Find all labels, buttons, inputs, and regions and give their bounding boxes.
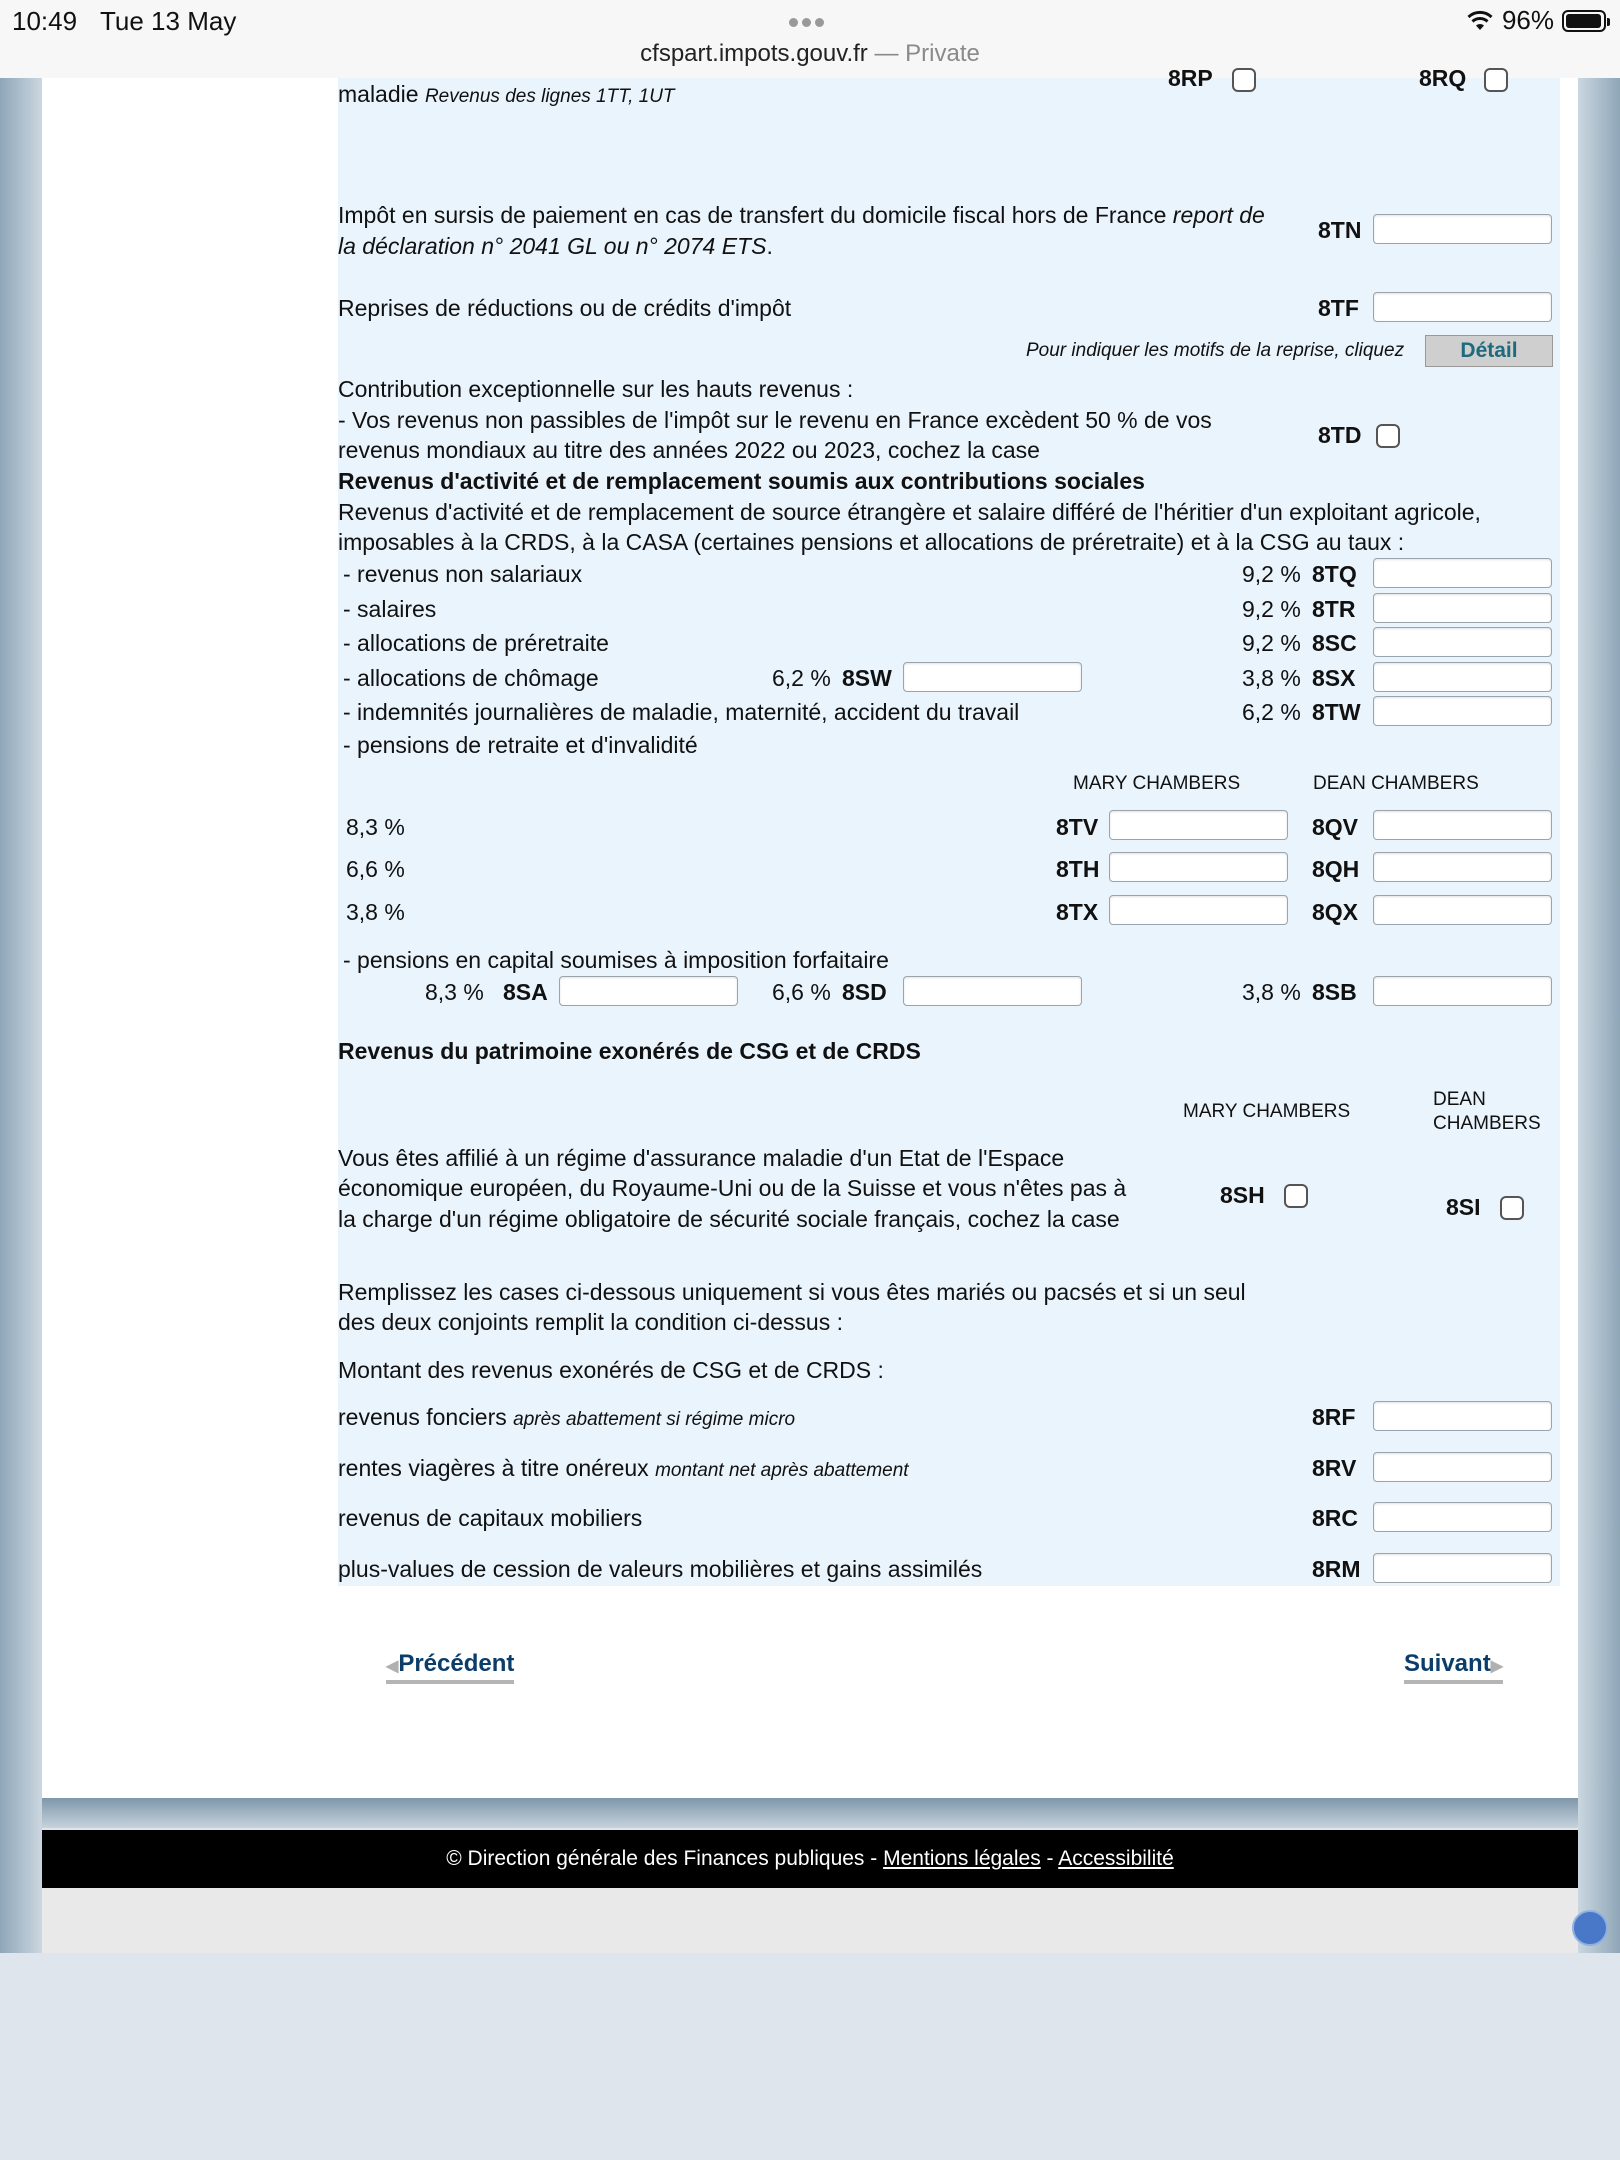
maladie-label: maladie Revenus des lignes 1TT, 1UT xyxy=(338,81,675,107)
footer xyxy=(42,1830,1578,1888)
code-8sh: 8SH xyxy=(1220,1182,1265,1208)
code-8td: 8TD xyxy=(1318,422,1362,448)
checkbox-8rp[interactable] xyxy=(1232,68,1256,92)
activite-desc2: imposables à la CRDS, à la CASA (certaines pensions et allocations de préretraite) et à la CSG au taux : xyxy=(338,529,1405,555)
input-8sd[interactable] xyxy=(903,976,1082,1006)
page-shadow-left xyxy=(0,78,42,1953)
code-8qv: 8QV xyxy=(1312,814,1359,840)
row-label-8tq: - revenus non salariaux xyxy=(343,561,583,587)
private-label: — Private xyxy=(867,40,980,67)
code-8tq: 8TQ xyxy=(1312,561,1357,587)
code-8th: 8TH xyxy=(1056,856,1100,882)
rate-8tr: 9,2 % xyxy=(1242,596,1301,622)
battery-icon xyxy=(1562,10,1606,32)
activite-desc1: Revenus d'activité et de remplacement de source étrangère et salaire différé de l'héritier d'un exploitant agricole, xyxy=(338,499,1481,525)
code-8tw: 8TW xyxy=(1312,699,1361,725)
code-8rv: 8RV xyxy=(1312,1455,1357,1481)
remplissez-line1: Remplissez les cases ci-dessous uniquement si vous êtes mariés ou pacsés et si un seul xyxy=(338,1279,1246,1305)
column-header-dean-2a: DEAN xyxy=(1433,1089,1486,1110)
chevron-left-icon: ◀ xyxy=(386,1658,399,1675)
input-8qx[interactable] xyxy=(1373,895,1552,925)
code-8qx: 8QX xyxy=(1312,899,1359,925)
code-8sd: 8SD xyxy=(842,979,887,1005)
row-label-8tw: - indemnités journalières de maladie, maternité, accident du travail xyxy=(343,699,1020,725)
rate-8sc: 9,2 % xyxy=(1242,630,1301,656)
page-footer-area xyxy=(42,1888,1578,1953)
input-8qv[interactable] xyxy=(1373,810,1552,840)
code-8tr: 8TR xyxy=(1312,596,1356,622)
input-8tn[interactable] xyxy=(1373,214,1552,244)
contrib-line1: - Vos revenus non passibles de l'impôt sur le revenu en France excèdent 50 % de vos xyxy=(338,407,1212,433)
activite-heading: Revenus d'activité et de remplacement soumis aux contributions sociales xyxy=(338,468,1145,494)
footer-legal-link[interactable]: Mentions légales xyxy=(883,1847,1041,1870)
affilie-line3: la charge d'un régime obligatoire de sécurité sociale français, cochez la case xyxy=(338,1206,1120,1232)
input-8sw[interactable] xyxy=(903,662,1082,692)
column-header-mary: MARY CHAMBERS xyxy=(1073,773,1241,794)
input-8sc[interactable] xyxy=(1373,627,1552,657)
code-8tn: 8TN xyxy=(1318,217,1362,243)
more-dots-icon[interactable] xyxy=(787,14,826,32)
status-bar xyxy=(0,0,1620,79)
input-8rv[interactable] xyxy=(1373,1452,1552,1482)
input-8sx[interactable] xyxy=(1373,662,1552,692)
wifi-icon xyxy=(1466,10,1494,32)
pension-rate-83: 8,3 % xyxy=(346,814,405,840)
clock: 10:49 xyxy=(12,6,78,36)
status-icons xyxy=(1466,5,1606,36)
row-label-pensions: - pensions de retraite et d'invalidité xyxy=(343,732,698,758)
checkbox-8si[interactable] xyxy=(1500,1196,1524,1220)
battery-percent: 96% xyxy=(1501,5,1554,35)
column-header-dean-2b: CHAMBERS xyxy=(1433,1113,1541,1134)
code-8rq: 8RQ xyxy=(1419,65,1467,91)
input-8sb[interactable] xyxy=(1373,976,1552,1006)
input-8tv[interactable] xyxy=(1109,810,1288,840)
capital-label: - pensions en capital soumises à imposition forfaitaire xyxy=(343,947,889,973)
previous-link[interactable]: ◀Précédent xyxy=(386,1650,514,1684)
row-label-8rf: revenus fonciers après abattement si régime micro xyxy=(338,1404,796,1430)
rate-8sa: 8,3 % xyxy=(425,979,484,1005)
rate-8sw: 6,2 % xyxy=(772,665,831,691)
code-8sc: 8SC xyxy=(1312,630,1357,656)
code-8tf: 8TF xyxy=(1318,295,1359,321)
detail-button[interactable]: Détail xyxy=(1425,335,1553,367)
pension-rate-66: 6,6 % xyxy=(346,856,405,882)
input-8rf[interactable] xyxy=(1373,1401,1552,1431)
patrimoine-heading: Revenus du patrimoine exonérés de CSG et de CRDS xyxy=(338,1038,921,1064)
reprises-hint: Pour indiquer les motifs de la reprise, cliquez xyxy=(1026,340,1405,361)
input-8sa[interactable] xyxy=(559,976,738,1006)
sursis-line2: la déclaration n° 2041 GL ou n° 2074 ETS. xyxy=(338,233,773,259)
affilie-line1: Vous êtes affilié à un régime d'assurance maladie d'un Etat de l'Espace xyxy=(338,1145,1065,1171)
code-8sw: 8SW xyxy=(842,665,892,691)
checkbox-8rq[interactable] xyxy=(1484,68,1508,92)
row-label-8rv: rentes viagères à titre onéreux montant net après abattement xyxy=(338,1455,909,1481)
input-8tq[interactable] xyxy=(1373,558,1552,588)
code-8tx: 8TX xyxy=(1056,899,1099,925)
input-8th[interactable] xyxy=(1109,852,1288,882)
next-link[interactable]: Suivant▶ xyxy=(1404,1650,1503,1684)
pension-rate-38: 3,8 % xyxy=(346,899,405,925)
code-8si: 8SI xyxy=(1446,1194,1481,1220)
code-8rm: 8RM xyxy=(1312,1556,1361,1582)
code-8sx: 8SX xyxy=(1312,665,1356,691)
address-bar[interactable] xyxy=(0,40,1620,68)
rate-8sx: 3,8 % xyxy=(1242,665,1301,691)
page-shadow-right xyxy=(1578,78,1620,1953)
code-8sb: 8SB xyxy=(1312,979,1357,1005)
input-8tr[interactable] xyxy=(1373,593,1552,623)
affilie-line2: économique européen, du Royaume-Uni ou de la Suisse et vous n'êtes pas à xyxy=(338,1175,1127,1201)
assistive-touch-icon[interactable] xyxy=(1572,1910,1608,1946)
footer-copyright: © Direction générale des Finances publiques - xyxy=(446,1847,884,1870)
row-label-8rc: revenus de capitaux mobiliers xyxy=(338,1505,643,1531)
row-label-8rm: plus-values de cession de valeurs mobilières et gains assimilés xyxy=(338,1556,983,1582)
input-8tx[interactable] xyxy=(1109,895,1288,925)
checkbox-8td[interactable] xyxy=(1376,424,1400,448)
input-8tf[interactable] xyxy=(1373,292,1552,322)
code-8tv: 8TV xyxy=(1056,814,1099,840)
row-label-8sc: - allocations de préretraite xyxy=(343,630,609,656)
montant-label: Montant des revenus exonérés de CSG et de CRDS : xyxy=(338,1357,884,1383)
rate-8tq: 9,2 % xyxy=(1242,561,1301,587)
checkbox-8sh[interactable] xyxy=(1284,1184,1308,1208)
code-8rp: 8RP xyxy=(1168,65,1213,91)
rate-8sd: 6,6 % xyxy=(772,979,831,1005)
input-8rc[interactable] xyxy=(1373,1502,1552,1532)
code-8rf: 8RF xyxy=(1312,1404,1356,1430)
contrib-title: Contribution exceptionnelle sur les hauts revenus : xyxy=(338,376,854,402)
contrib-line2: revenus mondiaux au titre des années 2022 ou 2023, cochez la case xyxy=(338,437,1040,463)
date: Tue 13 May xyxy=(100,6,237,36)
url-text: cfspart.impots.gouv.fr xyxy=(640,40,868,67)
row-label-8sx: - allocations de chômage xyxy=(343,665,599,691)
page-bottom-band xyxy=(42,1798,1578,1828)
input-8qh[interactable] xyxy=(1373,852,1552,882)
row-label-8tr: - salaires xyxy=(343,596,437,622)
rate-8sb: 3,8 % xyxy=(1242,979,1301,1005)
input-8rm[interactable] xyxy=(1373,1553,1552,1583)
sursis-line1: Impôt en sursis de paiement en cas de transfert du domicile fiscal hors de France report de xyxy=(338,202,1265,228)
remplissez-line2: des deux conjoints remplit la condition ci-dessus : xyxy=(338,1309,843,1335)
code-8sa: 8SA xyxy=(503,979,548,1005)
column-header-dean: DEAN CHAMBERS xyxy=(1313,773,1479,794)
footer-accessibility-link[interactable]: Accessibilité xyxy=(1058,1847,1174,1870)
rate-8tw: 6,2 % xyxy=(1242,699,1301,725)
reprises-label: Reprises de réductions ou de crédits d'impôt xyxy=(338,295,792,321)
footer-separator: - xyxy=(1040,1847,1059,1870)
code-8rc: 8RC xyxy=(1312,1505,1359,1531)
input-8tw[interactable] xyxy=(1373,696,1552,726)
code-8qh: 8QH xyxy=(1312,856,1360,882)
column-header-mary-2: MARY CHAMBERS xyxy=(1183,1101,1351,1122)
chevron-right-icon: ▶ xyxy=(1490,1658,1503,1675)
